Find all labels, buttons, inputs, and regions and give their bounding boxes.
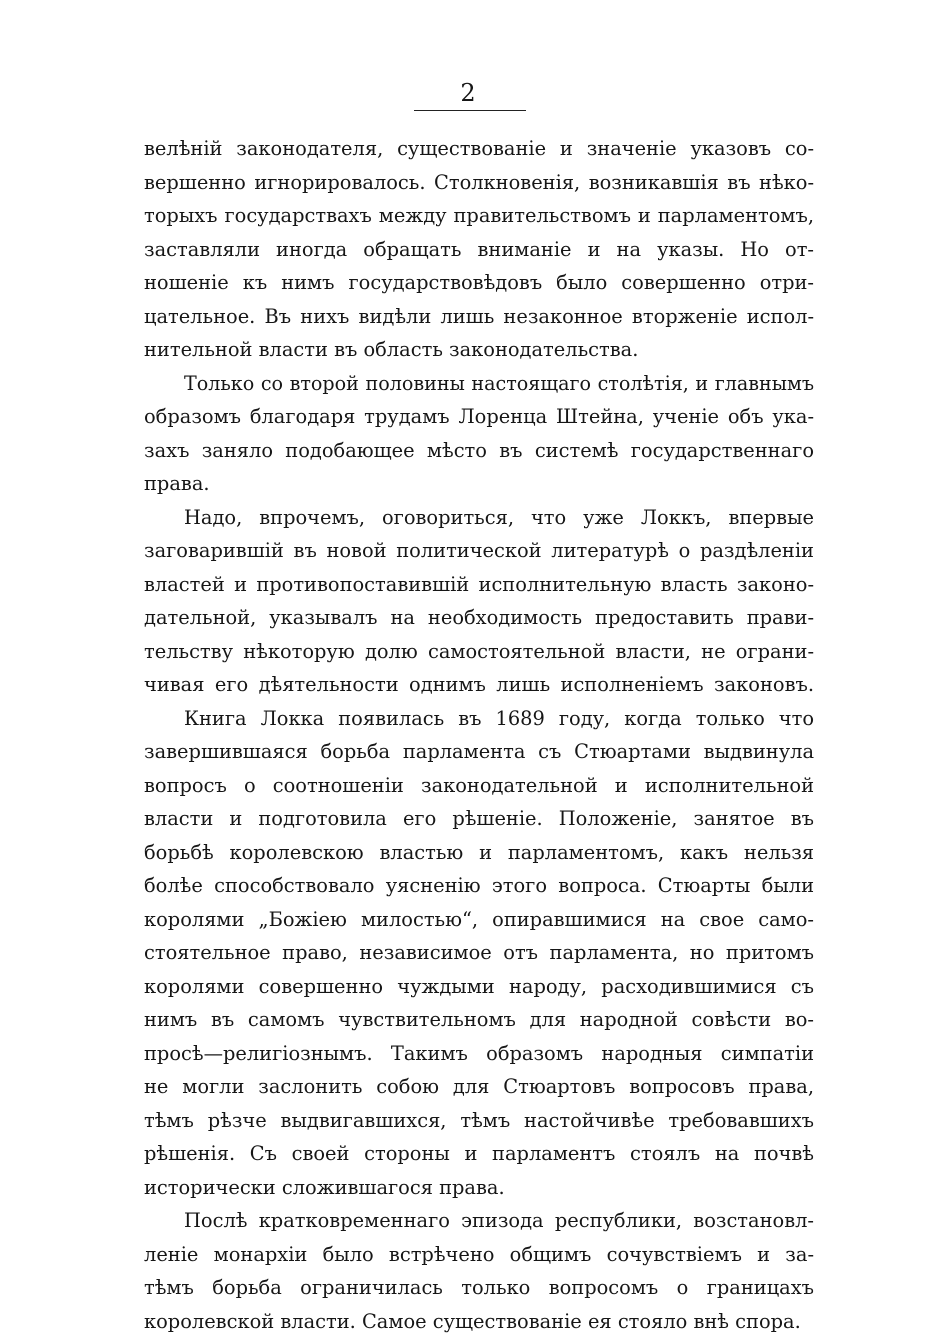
text-line: болѣе способствовало уясненію этого вопроса. Стюарты были <box>144 869 814 903</box>
text-line: Книга Локка появилась въ 1689 году, когда только что <box>144 702 814 736</box>
text-line: тѣмъ рѣзче выдвигавшихся, тѣмъ настойчивѣе требовавшихъ <box>144 1104 814 1138</box>
body-text <box>144 132 814 1338</box>
text-line: леніе монархіи было встрѣчено общимъ сочувствіемъ и за- <box>144 1238 814 1272</box>
text-line: Послѣ кратковременнаго эпизода республики, возстановл- <box>144 1204 814 1238</box>
text-line: стоятельное право, независимое отъ парламента, но притомъ <box>144 936 814 970</box>
text-line: нительной власти въ область законодательства. <box>144 333 814 367</box>
text-line: исторически сложившагося права. <box>144 1171 814 1205</box>
text-line: цательное. Въ нихъ видѣли лишь незаконное вторженіе испол- <box>144 300 814 334</box>
text-line: торыхъ государствахъ между правительствомъ и парламентомъ, <box>144 199 814 233</box>
text-line: захъ заняло подобающее мѣсто въ системѣ государственнаго <box>144 434 814 468</box>
text-line: тѣмъ борьба ограничилась только вопросомъ о границахъ <box>144 1271 814 1305</box>
text-line: образомъ благодаря трудамъ Лоренца Штейна, ученіе объ ука- <box>144 400 814 434</box>
text-line: королями „Божіею милостью“, опиравшимися на свое само- <box>144 903 814 937</box>
text-line: не могли заслонить собою для Стюартовъ вопросовъ права, <box>144 1070 814 1104</box>
text-line: властей и противопоставившій исполнительную власть законо- <box>144 568 814 602</box>
text-line: дательной, указывалъ на необходимость предоставить прави- <box>144 601 814 635</box>
text-line: Надо, впрочемъ, оговориться, что уже Локкъ, впервые <box>144 501 814 535</box>
text-line: чивая его дѣятельности однимъ лишь исполненіемъ законовъ. <box>144 668 814 702</box>
text-line: Только со второй половины настоящаго столѣтія, и главнымъ <box>144 367 814 401</box>
page-number: 2 <box>420 80 516 106</box>
text-line: королями совершенно чуждыми народу, расходившимися съ <box>144 970 814 1004</box>
text-line: власти и подготовила его рѣшеніе. Положеніе, занятое въ <box>144 802 814 836</box>
text-line: борьбѣ королевскою властью и парламентомъ, какъ нельзя <box>144 836 814 870</box>
text-line: вершенно игнорировалось. Столкновенія, возникавшія въ нѣко- <box>144 166 814 200</box>
text-line: нимъ въ самомъ чувствительномъ для народной совѣсти во- <box>144 1003 814 1037</box>
text-line: велѣній законодателя, существованіе и значеніе указовъ со- <box>144 132 814 166</box>
header-rule <box>414 110 526 111</box>
text-line: королевской власти. Самое существованіе ея стояло внѣ спора. <box>144 1305 814 1338</box>
text-line: ношеніе къ нимъ государствовѣдовъ было совершенно отри- <box>144 266 814 300</box>
text-line: просѣ—религіознымъ. Такимъ образомъ народныя симпатіи <box>144 1037 814 1071</box>
text-line: завершившаяся борьба парламента съ Стюартами выдвинула <box>144 735 814 769</box>
text-line: вопросъ о соотношеніи законодательной и исполнительной <box>144 769 814 803</box>
text-line: заговарившій въ новой политической литературѣ о раздѣленіи <box>144 534 814 568</box>
text-line: тельству нѣкоторую долю самостоятельной власти, не ограни- <box>144 635 814 669</box>
text-line: заставляли иногда обращать вниманіе и на указы. Но от- <box>144 233 814 267</box>
text-line: права. <box>144 467 814 501</box>
text-line: рѣшенія. Съ своей стороны и парламентъ стоялъ на почвѣ <box>144 1137 814 1171</box>
